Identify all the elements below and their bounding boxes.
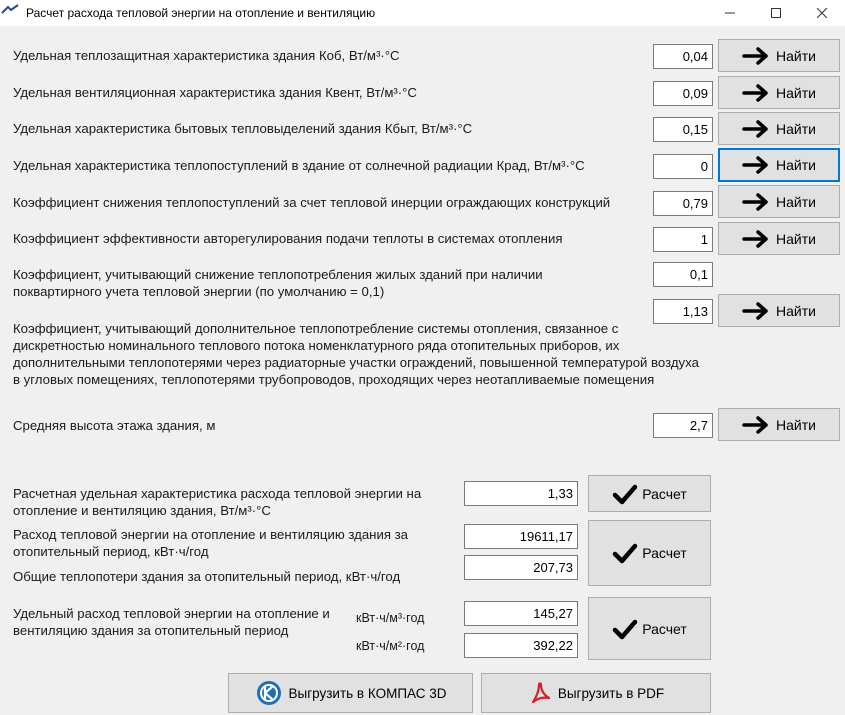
export-kompas-button[interactable] <box>228 673 473 713</box>
find-button-krad[interactable] <box>718 148 840 182</box>
app-icon <box>1 3 19 17</box>
result-value-heat-losses: 207,73 <box>464 555 578 580</box>
find-button-label: Найти <box>776 120 816 137</box>
find-button-label: Найти <box>776 84 816 101</box>
export-pdf-label: Выгрузить в PDF <box>557 685 665 701</box>
param-value-inertia[interactable]: 0,79 <box>653 191 713 216</box>
result-label-specific-char: Расчетная удельная характеристика расхода тепловой энергии на отопление и вентиляцию здания, Вт/м³·°С <box>13 486 422 518</box>
find-button-kob[interactable] <box>718 39 840 72</box>
window-title: Расчет расхода тепловой энергии на отопление и вентиляцию <box>26 6 376 20</box>
close-icon <box>817 8 827 18</box>
checkmark-icon <box>612 542 638 564</box>
result-label-specific-consumption: Удельный расход тепловой энергии на отопление и вентиляцию здания за отопительный период <box>13 606 330 638</box>
find-button-discreteness[interactable] <box>718 294 840 327</box>
arrow-right-icon <box>742 301 772 321</box>
param-label-krad: Удельная характеристика теплопоступлений в здание от солнечной радиации Крад, Вт/м³·°С <box>13 158 585 173</box>
param-label-discreteness: Коэффициент, учитывающий дополнительное теплопотребление системы отопления, связанное с дискретностью номинального теплового потока номенклатурного ряда отопительных приборов, их дополнительными теплопотерями через радиаторные участки ограждений, повышенной температурой воздуха в угловых помещениях, теплопотерями трубопроводов, проходящих через неотапливаемые помещения <box>13 321 699 387</box>
result-value-heat-consumption: 19611,17 <box>464 524 578 549</box>
pdf-icon <box>528 681 552 705</box>
maximize-button[interactable] <box>753 0 799 26</box>
param-label-floor-height: Средняя высота этажа здания, м <box>13 418 216 433</box>
arrow-right-icon <box>742 46 772 66</box>
arrow-right-icon <box>742 192 772 212</box>
param-label-kob: Удельная теплозащитная характеристика здания Коб, Вт/м³·°С <box>13 48 400 63</box>
param-value-krad[interactable]: 0 <box>653 154 713 179</box>
calc-button-label: Расчет <box>642 485 687 502</box>
result-label-heat-losses: Общие теплопотери здания за отопительный период, кВт·ч/год <box>13 569 401 584</box>
kompas-logo-icon <box>255 679 283 707</box>
find-button-floor-height[interactable] <box>718 408 840 441</box>
find-button-label: Найти <box>776 47 816 64</box>
calc-button-label: Расчет <box>642 545 687 561</box>
result-value-specific-char: 1,33 <box>464 481 578 506</box>
param-value-kvent[interactable]: 0,09 <box>653 81 713 106</box>
arrow-right-icon <box>742 155 772 175</box>
title-bar <box>0 0 845 26</box>
param-value-floor-height[interactable]: 2,7 <box>653 413 713 438</box>
param-label-metering: Коэффициент, учитывающий снижение теплопотребления жилых зданий при наличии поквартирного учета тепловой энергии (по умолчанию = 0,1) <box>13 267 543 299</box>
param-label-kvent: Удельная вентиляционная характеристика здания Квент, Вт/м³·°С <box>13 85 417 100</box>
arrow-right-icon <box>742 119 772 139</box>
arrow-right-icon <box>742 229 772 249</box>
param-value-kbyt[interactable]: 0,15 <box>653 117 713 142</box>
calc-button-label: Расчет <box>642 620 687 637</box>
find-button-label: Найти <box>776 416 816 433</box>
unit-label-per-m3: кВт·ч/м³·год <box>356 611 425 625</box>
param-value-discreteness[interactable]: 1,13 <box>653 299 713 324</box>
param-value-autoreg[interactable]: 1 <box>653 227 713 252</box>
param-label-kbyt: Удельная характеристика бытовых тепловыделений здания Кбыт, Вт/м³·°С <box>13 121 473 136</box>
param-value-kob[interactable]: 0,04 <box>653 44 713 69</box>
checkmark-icon <box>612 618 638 640</box>
find-button-inertia[interactable] <box>718 185 840 218</box>
result-label-heat-consumption: Расход тепловой энергии на отопление и вентиляцию здания за отопительный период, кВт·ч/год <box>13 527 408 559</box>
checkmark-icon <box>612 483 638 505</box>
maximize-icon <box>771 8 781 18</box>
find-button-label: Найти <box>776 230 816 247</box>
unit-label-per-m2: кВт·ч/м²·год <box>356 639 425 653</box>
minimize-button[interactable] <box>707 0 753 26</box>
export-kompas-label: Выгрузить в КОМПАС 3D <box>288 685 447 701</box>
calc-button-heat[interactable] <box>588 520 711 586</box>
param-label-autoreg: Коэффициент эффективности авторегулирования подачи теплоты в системах отопления <box>13 231 563 246</box>
result-value-per-m3: 145,27 <box>464 601 578 626</box>
export-pdf-button[interactable] <box>481 673 711 713</box>
minimize-icon <box>725 8 735 18</box>
find-button-label: Найти <box>776 302 816 319</box>
find-button-autoreg[interactable] <box>718 222 840 255</box>
param-value-metering[interactable]: 0,1 <box>653 262 713 287</box>
close-button[interactable] <box>799 0 845 26</box>
find-button-label: Найти <box>776 193 816 210</box>
result-value-per-m2: 392,22 <box>464 633 578 658</box>
arrow-right-icon <box>742 83 772 103</box>
arrow-right-icon <box>742 415 772 435</box>
param-label-inertia: Коэффициент снижения теплопоступлений за счет тепловой инерции ограждающих конструкций <box>13 195 611 210</box>
find-button-label: Найти <box>776 157 816 173</box>
calc-button-specific-consumption[interactable] <box>588 597 711 660</box>
find-button-kbyt[interactable] <box>718 112 840 145</box>
calc-button-specific-char[interactable] <box>588 475 711 512</box>
find-button-kvent[interactable] <box>718 76 840 109</box>
